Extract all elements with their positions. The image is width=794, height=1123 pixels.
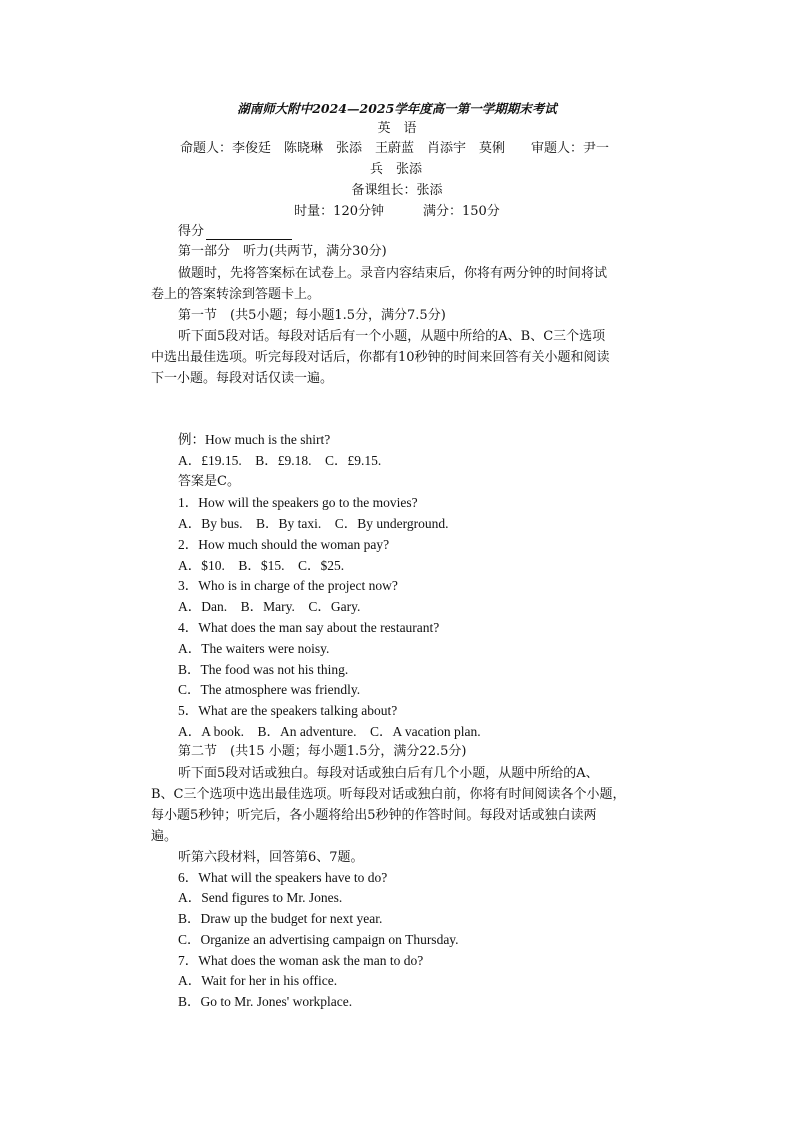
question-3: 3．Who is in charge of the project now?	[178, 578, 398, 593]
question-5: 5．What are the speakers talking about?	[178, 703, 398, 718]
question-1-options: A．By bus. B．By taxi. C．By underground.	[178, 516, 449, 531]
score-blank	[206, 227, 292, 240]
question-4: 4．What does the man say about the restaurant?	[178, 620, 440, 635]
section1-instruction-line: 听下面5段对话。每段对话后有一个小题，从题中所给的A、B、C三个选项	[178, 329, 606, 344]
part1-intro-line: 做题时，先将答案标在试卷上。录音内容结束后，你将有两分钟的时间将试	[178, 266, 608, 281]
authors-line-1: 命题人：李俊廷 陈晓琳 张添 王蔚蓝 肖添宇 莫俐 审题人：尹一	[180, 141, 610, 156]
material-6-label: 听第六段材料，回答第6、7题。	[178, 850, 364, 865]
question-2-options: A．$10. B．$15. C．$25.	[178, 558, 345, 573]
question-3-options: A．Dan. B．Mary. C．Gary.	[178, 599, 361, 614]
exam-title: 湖南师大附中2024—2025学年度高一第一学期期末考试	[237, 101, 557, 116]
question-7-option-a: A．Wait for her in his office.	[178, 973, 338, 988]
question-5-options: A．A book. B．An adventure. C．A vacation plan.	[178, 724, 481, 739]
section2-instruction-line: B、C三个选项中选出最佳选项。听每段对话或独白前，你将有时间阅读各个小题，	[151, 787, 626, 802]
question-4-option-b: B．The food was not his thing.	[178, 662, 349, 677]
question-7: 7．What does the woman ask the man to do?	[178, 953, 424, 968]
question-1: 1．How will the speakers go to the movies?	[178, 495, 418, 510]
question-6: 6．What will the speakers have to do?	[178, 870, 388, 885]
part1-intro-line: 卷上的答案转涂到答题卡上。	[151, 287, 321, 302]
question-4-option-a: A．The waiters were noisy.	[178, 641, 330, 656]
time-and-score: 时量：120分钟 满分：150分	[294, 204, 500, 219]
section2-heading: 第二节 (共15 小题；每小题1.5分，满分22.5分)	[178, 744, 467, 759]
section1-instruction-line: 下一小题。每段对话仅读一遍。	[151, 371, 334, 386]
section2-instruction-line: 听下面5段对话或独白。每段对话或独白后有几个小题，从题中所给的A、	[178, 766, 599, 781]
section1-heading: 第一节 (共5小题；每小题1.5分，满分7.5分)	[178, 308, 446, 323]
score-label: 得分	[178, 224, 205, 239]
authors-line-2: 兵 张添	[370, 162, 423, 177]
question-7-option-b: B．Go to Mr. Jones' workplace.	[178, 994, 353, 1009]
group-leader: 备课组长：张添	[351, 183, 443, 198]
score-field	[178, 224, 292, 240]
question-4-option-c: C．The atmosphere was friendly.	[178, 682, 361, 697]
part1-heading: 第一部分 听力(共两节，满分30分)	[178, 244, 387, 259]
example-question: 例：How much is the shirt?	[178, 432, 331, 447]
question-6-option-b: B．Draw up the budget for next year.	[178, 911, 383, 926]
subject-label: 英 语	[377, 121, 417, 136]
example-answer: 答案是C。	[178, 474, 240, 489]
section2-instruction-line: 遍。	[151, 829, 178, 844]
question-6-option-a: A．Send figures to Mr. Jones.	[178, 890, 343, 905]
example-options: A．£19.15. B．£9.18. C．£9.15.	[178, 453, 382, 468]
question-2: 2．How much should the woman pay?	[178, 537, 390, 552]
section2-instruction-line: 每小题5秒钟；听完后，各小题将给出5秒钟的作答时间。每段对话或独白读两	[151, 808, 597, 823]
section1-instruction-line: 中选出最佳选项。听完每段对话后，你都有10秒钟的时间来回答有关小题和阅读	[151, 350, 610, 365]
question-6-option-c: C．Organize an advertising campaign on Thursday.	[178, 932, 459, 947]
